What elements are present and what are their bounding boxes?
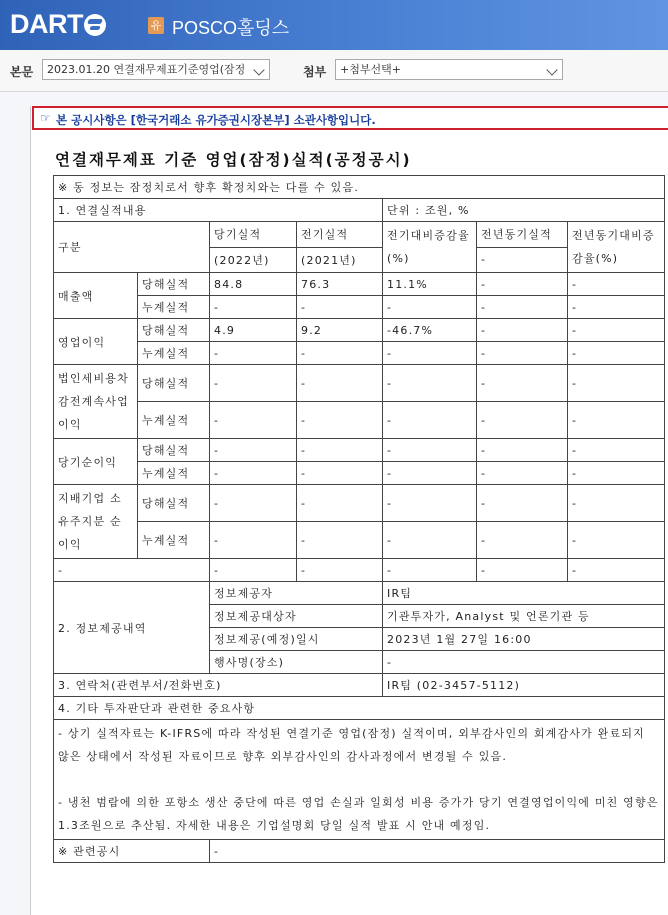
table-cell: - bbox=[210, 522, 297, 559]
table-cell: - bbox=[297, 485, 383, 522]
table-cell: - bbox=[383, 296, 477, 319]
table-cell: - bbox=[383, 522, 477, 559]
table-cell: - bbox=[568, 402, 665, 439]
row-label-controlling-net-income: 지배기업 소유주지분 순이익 bbox=[54, 485, 138, 559]
table-cell: - bbox=[477, 402, 568, 439]
attach-label: 첨부 bbox=[303, 65, 327, 79]
company-name: POSCO홀딩스 bbox=[172, 18, 290, 38]
col-header-prev-year: (2021년) bbox=[297, 247, 383, 273]
table-cell: - bbox=[568, 342, 665, 365]
table-cell: - bbox=[297, 296, 383, 319]
col-header-current-year: (2022년) bbox=[210, 247, 297, 273]
table-cell: - bbox=[477, 319, 568, 342]
table-cell: - bbox=[568, 365, 665, 402]
related-value: - bbox=[210, 840, 665, 863]
table-cell: - bbox=[383, 365, 477, 402]
table-cell: - bbox=[477, 342, 568, 365]
sub-label-cumulative: 누계실적 bbox=[138, 462, 210, 485]
col-header-yoy-actual-sub: - bbox=[477, 247, 568, 273]
jurisdiction-notice bbox=[32, 106, 668, 130]
table-cell: - bbox=[210, 559, 297, 582]
table-cell: - bbox=[568, 485, 665, 522]
section-2-title: 2. 정보제공내역 bbox=[54, 582, 210, 674]
sub-label-current: 당해실적 bbox=[138, 439, 210, 462]
table-cell: 4.9 bbox=[210, 319, 297, 342]
target-value: 기관투자가, Analyst 및 언론기관 등 bbox=[383, 605, 665, 628]
table-cell: - bbox=[210, 462, 297, 485]
row-label-pretax-income: 법인세비용차감전계속사업이익 bbox=[54, 365, 138, 439]
table-cell: - bbox=[383, 439, 477, 462]
table-cell: 9.2 bbox=[297, 319, 383, 342]
table-cell: - bbox=[210, 485, 297, 522]
chevron-down-icon bbox=[546, 64, 557, 75]
row-label-net-income: 당기순이익 bbox=[54, 439, 138, 485]
table-cell: - bbox=[568, 522, 665, 559]
corp-type-badge: 유 bbox=[148, 17, 164, 34]
venue-label: 행사명(장소) bbox=[210, 651, 383, 674]
section-1-title: 1. 연결실적내용 bbox=[54, 199, 383, 222]
provider-value: IR팀 bbox=[383, 582, 665, 605]
table-cell: - bbox=[210, 365, 297, 402]
table-cell: - bbox=[477, 296, 568, 319]
table-cell: - bbox=[210, 296, 297, 319]
table-cell: - bbox=[383, 462, 477, 485]
table-cell: - bbox=[297, 365, 383, 402]
sub-label-current: 당해실적 bbox=[138, 273, 210, 296]
table-cell: - bbox=[477, 273, 568, 296]
sub-label-current: 당해실적 bbox=[138, 319, 210, 342]
table-cell: 11.1% bbox=[383, 273, 477, 296]
table-cell: 76.3 bbox=[297, 273, 383, 296]
table-cell: - bbox=[568, 273, 665, 296]
sub-label-cumulative: 누계실적 bbox=[138, 296, 210, 319]
table-cell: -46.7% bbox=[383, 319, 477, 342]
body-label: 본문 bbox=[10, 65, 34, 79]
table-cell: - bbox=[297, 402, 383, 439]
table-cell: - bbox=[477, 559, 568, 582]
document-title: 연결재무제표 기준 영업(잠정)실적(공정공시) bbox=[55, 151, 412, 169]
table-cell: - bbox=[477, 485, 568, 522]
document-toolbar bbox=[0, 50, 668, 92]
col-header-yoy-actual: 전년동기실적 bbox=[477, 222, 568, 248]
table-cell: - bbox=[568, 439, 665, 462]
spacer bbox=[0, 92, 668, 106]
disclosure-table bbox=[53, 175, 665, 863]
table-cell: - bbox=[477, 365, 568, 402]
col-header-current: 당기실적 bbox=[210, 222, 297, 248]
table-cell: - bbox=[297, 342, 383, 365]
table-cell: - bbox=[383, 402, 477, 439]
sub-label-current: 당해실적 bbox=[138, 485, 210, 522]
row-label-operating-income: 영업이익 bbox=[54, 319, 138, 365]
attach-select-value: +첨부선택+ bbox=[340, 63, 401, 76]
table-cell: - bbox=[568, 319, 665, 342]
table-cell: 84.8 bbox=[210, 273, 297, 296]
date-label: 정보제공(예정)일시 bbox=[210, 628, 383, 651]
chevron-down-icon bbox=[253, 64, 264, 75]
col-header-qoq: 전기대비증감율(%) bbox=[383, 222, 477, 273]
sub-label-cumulative: 누계실적 bbox=[138, 402, 210, 439]
disclaimer: ※ 동 정보는 잠정치로서 향후 확정치와는 다를 수 있음. bbox=[54, 176, 665, 199]
table-cell: - bbox=[210, 402, 297, 439]
table-cell: - bbox=[383, 342, 477, 365]
table-cell: - bbox=[568, 462, 665, 485]
note-paragraph-2: - 냉천 범람에 의한 포항소 생산 중단에 따른 영업 손실과 일회성 비용 증가가 당기 연결영업이익에 미친 영향은 1.3조원으로 추산됨. 자세한 내용은 기업설명회 당일 실적 발표 시 안내 예정임. bbox=[58, 796, 659, 832]
unit-label: 단위 : 조원, % bbox=[383, 199, 665, 222]
table-cell: - bbox=[210, 342, 297, 365]
section-4-title: 4. 기타 투자판단과 관련한 중요사항 bbox=[54, 697, 665, 720]
notice-text: 본 공시사항은 [한국거래소 유가증권시장본부] 소관사항입니다. bbox=[56, 113, 376, 127]
pointing-hand-icon: ☞ bbox=[40, 111, 51, 125]
provider-label: 정보제공자 bbox=[210, 582, 383, 605]
date-value: 2023년 1월 27일 16:00 bbox=[383, 628, 665, 651]
dart-globe-icon bbox=[84, 14, 106, 36]
top-bar bbox=[0, 0, 668, 50]
section-3-title: 3. 연락처(관련부서/전화번호) bbox=[54, 674, 383, 697]
table-cell: - bbox=[383, 559, 477, 582]
sub-label-current: 당해실적 bbox=[138, 365, 210, 402]
attach-select[interactable] bbox=[335, 59, 563, 80]
col-header-yoy-rate: 전년동기대비증감율(%) bbox=[568, 222, 665, 273]
col-header-prev: 전기실적 bbox=[297, 222, 383, 248]
document-body bbox=[30, 106, 668, 915]
related-label: ※ 관련공시 bbox=[54, 840, 210, 863]
table-cell: - bbox=[297, 462, 383, 485]
row-label-revenue: 매출액 bbox=[54, 273, 138, 319]
table-cell: - bbox=[477, 439, 568, 462]
table-cell: - bbox=[297, 559, 383, 582]
sub-label-cumulative: 누계실적 bbox=[138, 522, 210, 559]
target-label: 정보제공대상자 bbox=[210, 605, 383, 628]
table-cell: - bbox=[297, 522, 383, 559]
table-cell: - bbox=[297, 439, 383, 462]
table-cell: - bbox=[477, 522, 568, 559]
col-header-item: 구분 bbox=[54, 222, 210, 273]
sub-label-cumulative: 누계실적 bbox=[138, 342, 210, 365]
contact-value: IR팀 (02-3457-5112) bbox=[383, 674, 665, 697]
venue-value: - bbox=[383, 651, 665, 674]
note-spacer bbox=[58, 768, 660, 791]
table-cell: - bbox=[568, 296, 665, 319]
body-select[interactable] bbox=[42, 59, 270, 80]
table-cell: - bbox=[54, 559, 210, 582]
body-select-value: 2023.01.20 연결재무제표기준영업(잠정 bbox=[47, 63, 246, 76]
notes-cell bbox=[54, 720, 665, 840]
table-cell: - bbox=[210, 439, 297, 462]
table-cell: - bbox=[383, 485, 477, 522]
table-cell: - bbox=[568, 559, 665, 582]
note-paragraph-1: - 상기 실적자료는 K-IFRS에 따라 작성된 연결기준 영업(잠정) 실적이며, 외부감사인의 회계감사가 완료되지 않은 상태에서 작성된 자료이므로 향후 외부감사인의 감사과정에서 변경될 수 있음. bbox=[58, 727, 645, 763]
table-cell: - bbox=[477, 462, 568, 485]
dart-logo[interactable]: DART bbox=[10, 9, 106, 40]
